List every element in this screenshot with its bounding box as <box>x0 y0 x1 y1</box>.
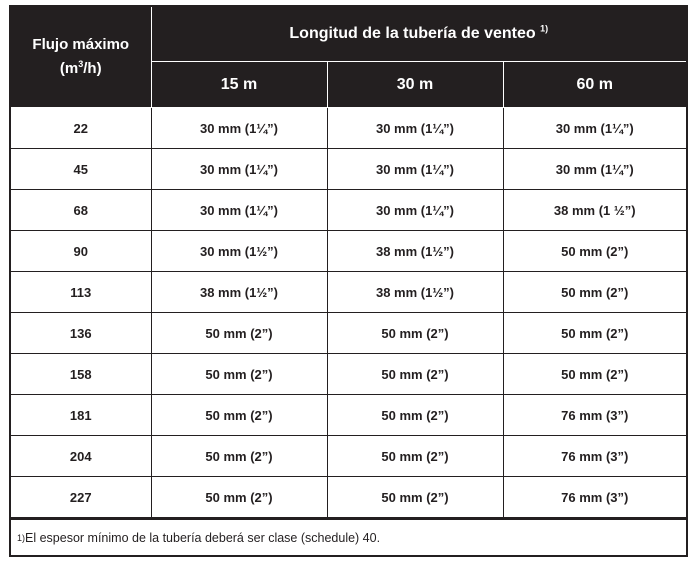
pipe-size-15m: 50 mm (2”) <box>151 477 327 518</box>
pipe-size-30m: 50 mm (2”) <box>327 354 503 395</box>
pipe-size-15m: 50 mm (2”) <box>151 354 327 395</box>
pipe-size-15m: 30 mm (1¼”) <box>151 190 327 231</box>
footnote-text: El espesor mínimo de la tubería deberá ser clase (schedule) 40. <box>25 531 381 545</box>
pipe-size-60m: 50 mm (2”) <box>503 354 686 395</box>
table-row <box>11 149 686 190</box>
flow-cell: 136 <box>11 313 151 354</box>
flow-header-label: Flujo máximo <box>32 36 130 53</box>
pipe-size-60m: 76 mm (3”) <box>503 395 686 436</box>
flow-cell: 90 <box>11 231 151 272</box>
pipe-size-15m: 50 mm (2”) <box>151 313 327 354</box>
flow-cell: 113 <box>11 272 151 313</box>
pipe-size-15m: 30 mm (1¼”) <box>151 149 327 190</box>
flow-cell: 45 <box>11 149 151 190</box>
length-header-60: 60 m <box>503 62 686 108</box>
table-row <box>11 395 686 436</box>
flow-cell: 158 <box>11 354 151 395</box>
pipe-size-60m: 30 mm (1¼”) <box>503 149 686 190</box>
table-row <box>11 108 686 149</box>
pipe-length-header <box>151 7 686 62</box>
vent-pipe-table-container <box>9 5 688 557</box>
pipe-size-15m: 38 mm (1½”) <box>151 272 327 313</box>
pipe-size-60m: 30 mm (1¼”) <box>503 108 686 149</box>
pipe-size-15m: 30 mm (1¼”) <box>151 108 327 149</box>
flow-cell: 227 <box>11 477 151 518</box>
length-header-30: 30 m <box>327 62 503 108</box>
flow-header-unit: $(m^3/h)$ <box>59 59 102 77</box>
pipe-size-15m: 50 mm (2”) <box>151 436 327 477</box>
pipe-length-title: Longitud de la tubería de venteo <box>289 25 536 42</box>
table-row <box>11 436 686 477</box>
table-row <box>11 231 686 272</box>
pipe-size-30m: 38 mm (1½”) <box>327 272 503 313</box>
flow-cell: 22 <box>11 108 151 149</box>
pipe-size-60m: 50 mm (2”) <box>503 313 686 354</box>
table-row <box>11 190 686 231</box>
pipe-size-30m: 38 mm (1½”) <box>327 231 503 272</box>
pipe-size-15m: 30 mm (1½”) <box>151 231 327 272</box>
footnote: 1) El espesor mínimo de la tubería deberá ser clase (schedule) 40. <box>11 518 686 556</box>
pipe-size-30m: 30 mm (1¼”) <box>327 108 503 149</box>
pipe-size-60m: 76 mm (3”) <box>503 477 686 518</box>
table-body <box>11 108 686 518</box>
pipe-size-60m: 38 mm (1 ½”) <box>503 190 686 231</box>
length-header-15: 15 m <box>151 62 327 108</box>
pipe-size-15m: 50 mm (2”) <box>151 395 327 436</box>
pipe-size-30m: 30 mm (1¼”) <box>327 190 503 231</box>
pipe-size-30m: 50 mm (2”) <box>327 395 503 436</box>
flow-cell: 204 <box>11 436 151 477</box>
flow-cell: 181 <box>11 395 151 436</box>
pipe-size-60m: 50 mm (2”) <box>503 272 686 313</box>
pipe-size-30m: 30 mm (1¼”) <box>327 149 503 190</box>
table-header <box>11 7 686 108</box>
table-row <box>11 272 686 313</box>
pipe-size-30m: 50 mm (2”) <box>327 436 503 477</box>
flow-cell: 68 <box>11 190 151 231</box>
table-row <box>11 477 686 518</box>
flow-header <box>11 7 151 108</box>
table-row <box>11 313 686 354</box>
pipe-size-30m: 50 mm (2”) <box>327 313 503 354</box>
table-row <box>11 354 686 395</box>
pipe-size-60m: 76 mm (3”) <box>503 436 686 477</box>
footnote-ref: 1) <box>540 23 549 34</box>
pipe-size-30m: 50 mm (2”) <box>327 477 503 518</box>
pipe-size-60m: 50 mm (2”) <box>503 231 686 272</box>
vent-pipe-table <box>11 7 686 518</box>
